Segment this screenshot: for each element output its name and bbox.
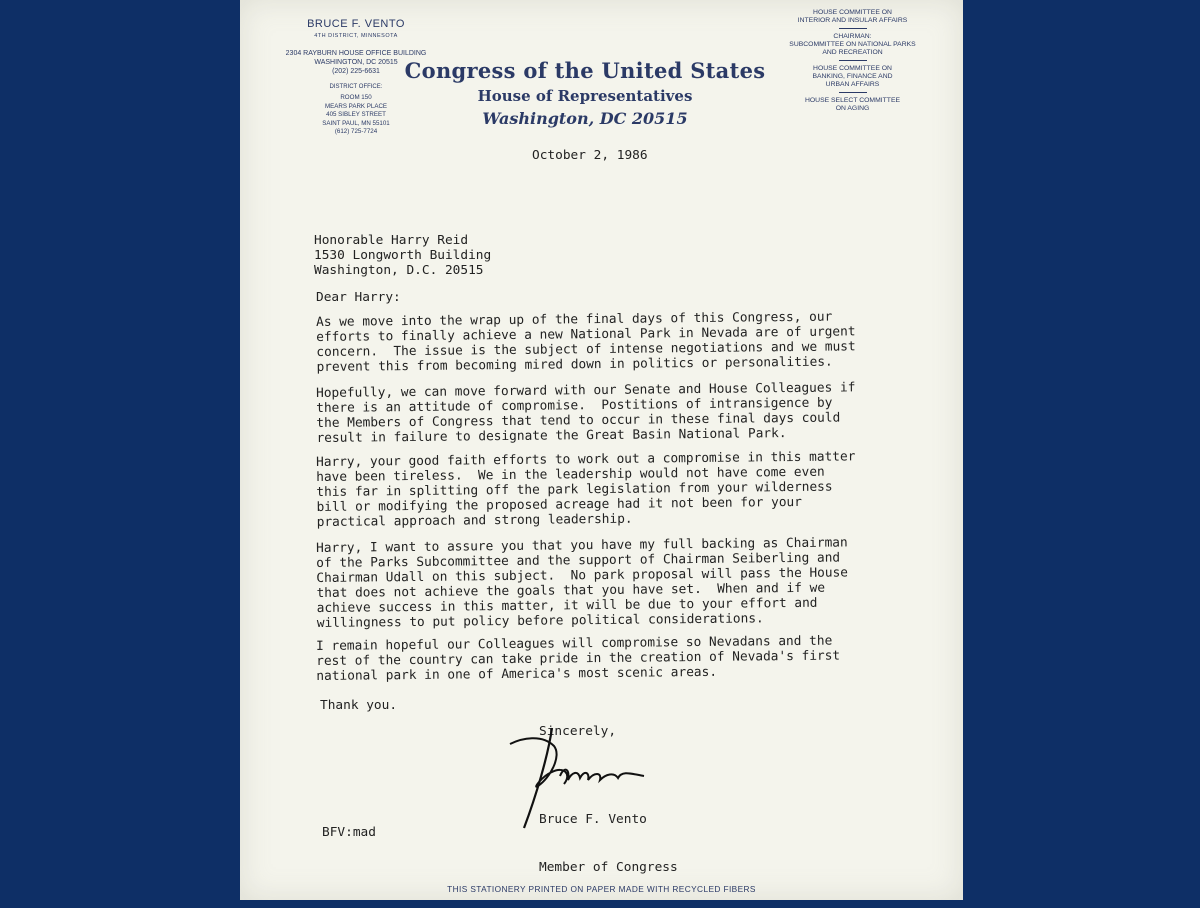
committee-entry: HOUSE SELECT COMMITTEE ON AGING <box>804 97 901 112</box>
divider <box>839 60 867 61</box>
sender-name: BRUCE F. VENTO <box>307 18 405 30</box>
letterhead-city: Washington, DC 20515 <box>482 109 688 128</box>
divider <box>839 92 867 93</box>
body-paragraph: Harry, your good faith efforts to work out a compromise in this matter have been tireless. We in the leadership would not have come even this far in splitting off the park legislation from your wilderness bill or modifying the proposed acreage had it not been for your practical approach and strong leadership. <box>316 449 856 530</box>
body-paragraph: I remain hopeful our Colleagues will compromise so Nevadans and the rest of the country can take pride in the creation of Nevada's first national park in one of America's most scenic areas. <box>316 633 841 684</box>
committee-list <box>770 9 935 116</box>
district-office-line: (612) 725-7724 <box>334 128 378 135</box>
letter-date: October 2, 1986 <box>532 148 648 163</box>
letterhead <box>400 58 770 128</box>
closing: Sincerely, <box>539 724 617 739</box>
body-paragraph: As we move into the wrap up of the final days of this Congress, our efforts to finally achieve a new National Park in Nevada are of urgent concern. The issue is the subject of intense negotiations and we must prevent this from becoming mired down in politics or personalities. <box>316 309 856 375</box>
dc-office-line: (202) 225-6631 <box>332 68 380 75</box>
divider <box>839 28 867 29</box>
letter-page <box>240 0 963 900</box>
reference-initials: BFV:mad <box>322 825 376 840</box>
sender-district: 4TH DISTRICT, MINNESOTA <box>314 33 398 39</box>
district-office-label: DISTRICT OFFICE: <box>329 84 383 90</box>
salutation: Dear Harry: <box>316 290 401 305</box>
district-office-line: SAINT PAUL, MN 55101 <box>322 119 390 127</box>
letterhead-congress: Congress of the United States <box>404 58 766 83</box>
signer-name: Bruce F. Vento <box>539 812 647 827</box>
dc-office-line: 2304 RAYBURN HOUSE OFFICE BUILDING <box>285 50 427 57</box>
signer-title: Member of Congress <box>539 860 678 875</box>
committee-entry: HOUSE COMMITTEE ON BANKING, FINANCE AND URBAN AFFAIRS <box>812 65 893 88</box>
thanks-line: Thank you. <box>320 698 398 713</box>
dc-office-line: WASHINGTON, DC 20515 <box>314 59 398 66</box>
addressee-block: Honorable Harry Reid 1530 Longworth Building Washington, D.C. 20515 <box>314 233 492 278</box>
body-paragraph: Harry, I want to assure you that you have my full backing as Chairman of the Parks Subcommittee and the support of Chairman Seiberling and Chairman Udall on this subject. No park proposal will pass the House that does not achieve the goals that you have set. When and if we achieve success in this matter, it will be due to your effort and willingness to put policy before political considerations. <box>316 535 849 631</box>
district-office-line: MEARS PARK PLACE <box>324 102 388 110</box>
district-office-line: ROOM 150 <box>340 94 372 101</box>
body-paragraph: Hopefully, we can move forward with our Senate and House Colleagues if there is an attitude of compromise. Postitions of intransigence by the Members of Congress that tend to occur in these final days could result in failure to designate the Great Basin National Park. <box>316 380 856 446</box>
letterhead-house: House of Representatives <box>477 87 693 105</box>
committee-entry: CHAIRMAN: SUBCOMMITTEE ON NATIONAL PARKS AND RECREATION <box>789 33 916 56</box>
committee-entry: HOUSE COMMITTEE ON INTERIOR AND INSULAR AFFAIRS <box>797 9 908 24</box>
recycled-paper-notice: THIS STATIONERY PRINTED ON PAPER MADE WITH RECYCLED FIBERS <box>447 884 756 894</box>
district-office-line: 405 SIBLEY STREET <box>326 111 386 118</box>
